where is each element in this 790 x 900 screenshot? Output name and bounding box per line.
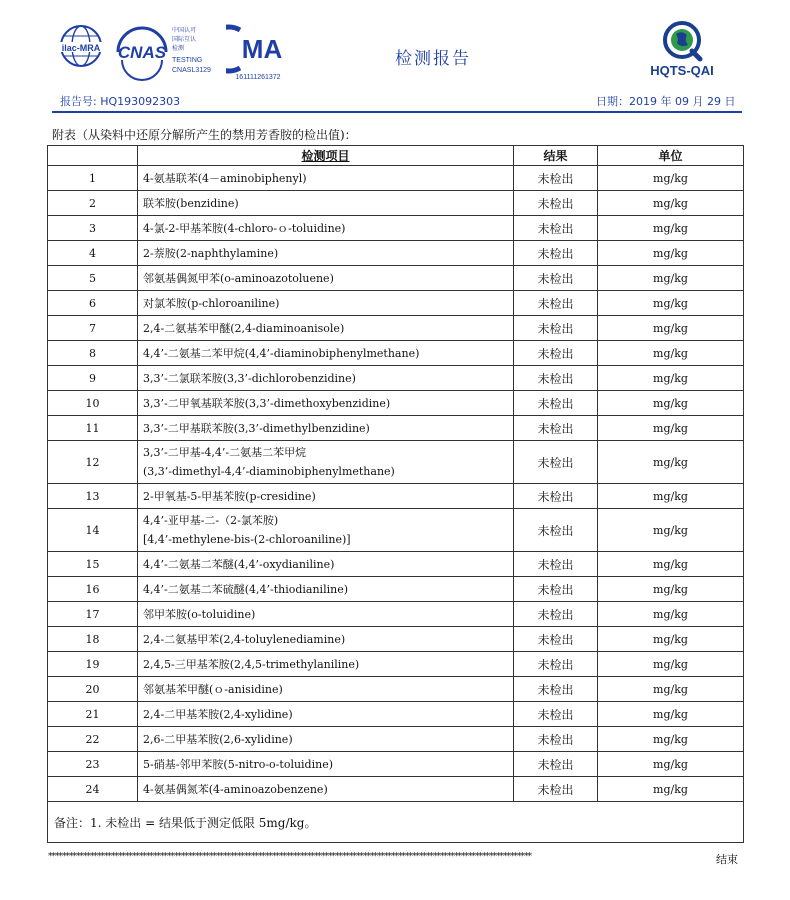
test-item-line: 2,6-二甲基苯胺(2,6-xylidine) xyxy=(143,732,293,746)
unit-value: mg/kg xyxy=(598,341,744,366)
table-row xyxy=(48,366,744,391)
table-row xyxy=(48,702,744,727)
end-separator: ****************************************************************************************************************************************** xyxy=(48,852,531,862)
test-item-line: 3,3’-二甲氧基联苯胺(3,3’-dimethoxybenzidine) xyxy=(143,396,391,410)
result-value: 未检出 xyxy=(514,216,598,241)
cma-number: 161111261372 xyxy=(235,74,281,81)
table-row xyxy=(48,727,744,752)
test-item xyxy=(138,341,514,366)
table-row xyxy=(48,191,744,216)
row-number: 8 xyxy=(48,341,138,366)
test-item xyxy=(138,241,514,266)
test-item-line: 4,4’-二氨基二苯硫醚(4,4’-thiodianiline) xyxy=(143,582,348,596)
test-item-line: 3,3’-二甲基-4,4’-二氨基二苯甲烷 xyxy=(143,446,307,459)
result-value: 未检出 xyxy=(514,366,598,391)
test-item xyxy=(138,166,514,191)
test-item-line: 4-氯-2-甲基苯胺(4-chloro-ｏ-toluidine) xyxy=(143,221,346,235)
unit-value: mg/kg xyxy=(598,391,744,416)
row-number: 18 xyxy=(48,627,138,652)
row-number: 10 xyxy=(48,391,138,416)
table-row xyxy=(48,677,744,702)
test-item xyxy=(138,291,514,316)
result-value: 未检出 xyxy=(514,552,598,577)
result-value: 未检出 xyxy=(514,316,598,341)
row-number: 3 xyxy=(48,216,138,241)
test-item xyxy=(138,391,514,416)
test-item-line: 2,4-二甲基苯胺(2,4-xylidine) xyxy=(143,707,293,721)
report-number: 报告号: HQ193092303 xyxy=(60,95,181,108)
test-item-line: 2-萘胺(2-naphthylamine) xyxy=(143,246,279,260)
table-row xyxy=(48,291,744,316)
row-number: 4 xyxy=(48,241,138,266)
table-row xyxy=(48,241,744,266)
cnas-side-text-2: 国际互认 xyxy=(172,36,197,43)
row-number: 1 xyxy=(48,166,138,191)
header-divider xyxy=(52,111,742,113)
unit-value: mg/kg xyxy=(598,602,744,627)
note-row xyxy=(48,802,744,843)
unit-value: mg/kg xyxy=(598,441,744,484)
row-number: 22 xyxy=(48,727,138,752)
test-item xyxy=(138,266,514,291)
result-value: 未检出 xyxy=(514,441,598,484)
test-item-line: 2,4-二氨基甲苯(2,4-toluylenediamine) xyxy=(143,632,346,646)
row-number: 13 xyxy=(48,484,138,509)
table-row xyxy=(48,341,744,366)
hqts-qai-logo xyxy=(640,18,724,78)
table-row xyxy=(48,652,744,677)
test-item xyxy=(138,602,514,627)
unit-value: mg/kg xyxy=(598,316,744,341)
row-number: 9 xyxy=(48,366,138,391)
test-item xyxy=(138,727,514,752)
row-number: 7 xyxy=(48,316,138,341)
result-value: 未检出 xyxy=(514,509,598,552)
test-item xyxy=(138,552,514,577)
header-unit: 单位 xyxy=(598,146,744,166)
row-number: 16 xyxy=(48,577,138,602)
cnas-logo-text: CNAS xyxy=(117,43,167,62)
unit-value: mg/kg xyxy=(598,627,744,652)
report-date: 日期：2019 年 09 月 29 日 xyxy=(596,95,736,108)
row-number: 14 xyxy=(48,509,138,552)
row-number: 6 xyxy=(48,291,138,316)
test-item-line: 邻氨基苯甲醚(ｏ-anisidine) xyxy=(143,682,283,696)
unit-value: mg/kg xyxy=(598,752,744,777)
result-value: 未检出 xyxy=(514,484,598,509)
test-item xyxy=(138,216,514,241)
test-item xyxy=(138,677,514,702)
test-item xyxy=(138,316,514,341)
test-item xyxy=(138,441,514,484)
unit-value: mg/kg xyxy=(598,484,744,509)
result-value: 未检出 xyxy=(514,727,598,752)
test-item-line: [4,4’-methylene-bis-(2-chloroaniline)] xyxy=(143,533,351,546)
appendix-title: 附表（从染料中还原分解所产生的禁用芳香胺的检出值)： xyxy=(52,128,357,142)
row-number: 11 xyxy=(48,416,138,441)
cnas-logo xyxy=(112,22,222,82)
table-row xyxy=(48,216,744,241)
unit-value: mg/kg xyxy=(598,777,744,802)
result-value: 未检出 xyxy=(514,627,598,652)
cnas-side-text-3: 检测 xyxy=(172,45,185,52)
table-row xyxy=(48,316,744,341)
ilac-mra-logo xyxy=(58,22,104,82)
unit-value: mg/kg xyxy=(598,291,744,316)
table-row xyxy=(48,577,744,602)
unit-value: mg/kg xyxy=(598,416,744,441)
document-title: 检测报告 xyxy=(395,49,471,69)
test-item xyxy=(138,366,514,391)
unit-value: mg/kg xyxy=(598,216,744,241)
test-item xyxy=(138,627,514,652)
table-row xyxy=(48,484,744,509)
result-value: 未检出 xyxy=(514,652,598,677)
unit-value: mg/kg xyxy=(598,577,744,602)
result-value: 未检出 xyxy=(514,391,598,416)
test-item xyxy=(138,702,514,727)
note-text: 备注：1. 未检出 = 结果低于测定低限 5mg/kg。 xyxy=(48,802,744,843)
test-item-line: 邻氨基偶氮甲苯(o-aminoazotoluene) xyxy=(143,271,334,285)
test-item-line: 联苯胺(benzidine) xyxy=(143,196,239,210)
cnas-side-text-5: CNASL3129 xyxy=(172,67,211,74)
row-number: 23 xyxy=(48,752,138,777)
row-number: 2 xyxy=(48,191,138,216)
cma-logo xyxy=(226,24,290,82)
unit-value: mg/kg xyxy=(598,509,744,552)
test-item-line: 5-硝基-邻甲苯胺(5-nitro-o-toluidine) xyxy=(143,757,334,771)
unit-value: mg/kg xyxy=(598,241,744,266)
report-header xyxy=(0,0,790,90)
result-value: 未检出 xyxy=(514,752,598,777)
unit-value: mg/kg xyxy=(598,191,744,216)
table-row xyxy=(48,391,744,416)
table-row xyxy=(48,166,744,191)
result-value: 未检出 xyxy=(514,677,598,702)
test-item xyxy=(138,777,514,802)
test-item xyxy=(138,484,514,509)
table-row xyxy=(48,266,744,291)
header-no xyxy=(48,146,138,166)
test-item-line: 2,4-二氨基苯甲醚(2,4-diaminoanisole) xyxy=(143,321,345,335)
table-row xyxy=(48,627,744,652)
ilac-logo-text: ilac-MRA xyxy=(61,43,101,53)
table-row xyxy=(48,552,744,577)
test-item xyxy=(138,416,514,441)
cma-logo-text: MA xyxy=(241,34,283,64)
row-number: 12 xyxy=(48,441,138,484)
unit-value: mg/kg xyxy=(598,552,744,577)
result-value: 未检出 xyxy=(514,702,598,727)
row-number: 21 xyxy=(48,702,138,727)
unit-value: mg/kg xyxy=(598,366,744,391)
result-value: 未检出 xyxy=(514,577,598,602)
test-item-line: 3,3’-二甲基联苯胺(3,3’-dimethylbenzidine) xyxy=(143,421,370,435)
cnas-side-text-4: TESTING xyxy=(172,57,203,64)
header-result: 结果 xyxy=(514,146,598,166)
result-value: 未检出 xyxy=(514,266,598,291)
test-item-line: 2-甲氧基-5-甲基苯胺(p-cresidine) xyxy=(143,489,316,503)
test-item-line: 4-氨基偶氮苯(4-aminoazobenzene) xyxy=(143,782,328,796)
test-item-line: 3,3’-二氯联苯胺(3,3’-dichlorobenzidine) xyxy=(143,371,356,385)
test-item xyxy=(138,652,514,677)
row-number: 24 xyxy=(48,777,138,802)
test-item-line: (3,3’-dimethyl-4,4’-diaminobiphenylmethane) xyxy=(143,465,395,478)
test-item-line: 4-氨基联苯(4－aminobiphenyl) xyxy=(143,171,307,185)
unit-value: mg/kg xyxy=(598,652,744,677)
result-value: 未检出 xyxy=(514,241,598,266)
row-number: 5 xyxy=(48,266,138,291)
hqts-logo-text: HQTS-QAI xyxy=(650,63,714,78)
test-item xyxy=(138,509,514,552)
unit-value: mg/kg xyxy=(598,677,744,702)
unit-value: mg/kg xyxy=(598,266,744,291)
test-item xyxy=(138,577,514,602)
test-item xyxy=(138,191,514,216)
unit-value: mg/kg xyxy=(598,727,744,752)
result-value: 未检出 xyxy=(514,602,598,627)
result-value: 未检出 xyxy=(514,191,598,216)
table-row xyxy=(48,602,744,627)
result-value: 未检出 xyxy=(514,416,598,441)
results-table xyxy=(47,145,744,843)
table-row xyxy=(48,752,744,777)
test-item-line: 邻甲苯胺(o-toluidine) xyxy=(143,607,256,621)
table-header-row xyxy=(48,146,744,166)
test-item-line: 4,4’-亚甲基-二-（2-氯苯胺) xyxy=(143,514,279,527)
table-row xyxy=(48,416,744,441)
table-row xyxy=(48,509,744,552)
end-label: 结束 xyxy=(716,853,738,866)
cnas-side-text-1: 中国认可 xyxy=(172,27,197,34)
result-value: 未检出 xyxy=(514,291,598,316)
row-number: 19 xyxy=(48,652,138,677)
unit-value: mg/kg xyxy=(598,702,744,727)
test-item xyxy=(138,752,514,777)
row-number: 20 xyxy=(48,677,138,702)
result-value: 未检出 xyxy=(514,777,598,802)
row-number: 15 xyxy=(48,552,138,577)
table-row xyxy=(48,777,744,802)
test-item-line: 对氯苯胺(p-chloroaniline) xyxy=(143,296,280,310)
result-value: 未检出 xyxy=(514,341,598,366)
test-item-line: 4,4’-二氨基二苯甲烷(4,4’-diaminobiphenylmethane) xyxy=(143,346,420,360)
header-item: 检测项目 xyxy=(138,146,514,166)
test-item-line: 2,4,5-三甲基苯胺(2,4,5-trimethylaniline) xyxy=(143,657,360,671)
table-row xyxy=(48,441,744,484)
test-item-line: 4,4’-二氨基二苯醚(4,4’-oxydianiline) xyxy=(143,557,335,571)
unit-value: mg/kg xyxy=(598,166,744,191)
result-value: 未检出 xyxy=(514,166,598,191)
row-number: 17 xyxy=(48,602,138,627)
